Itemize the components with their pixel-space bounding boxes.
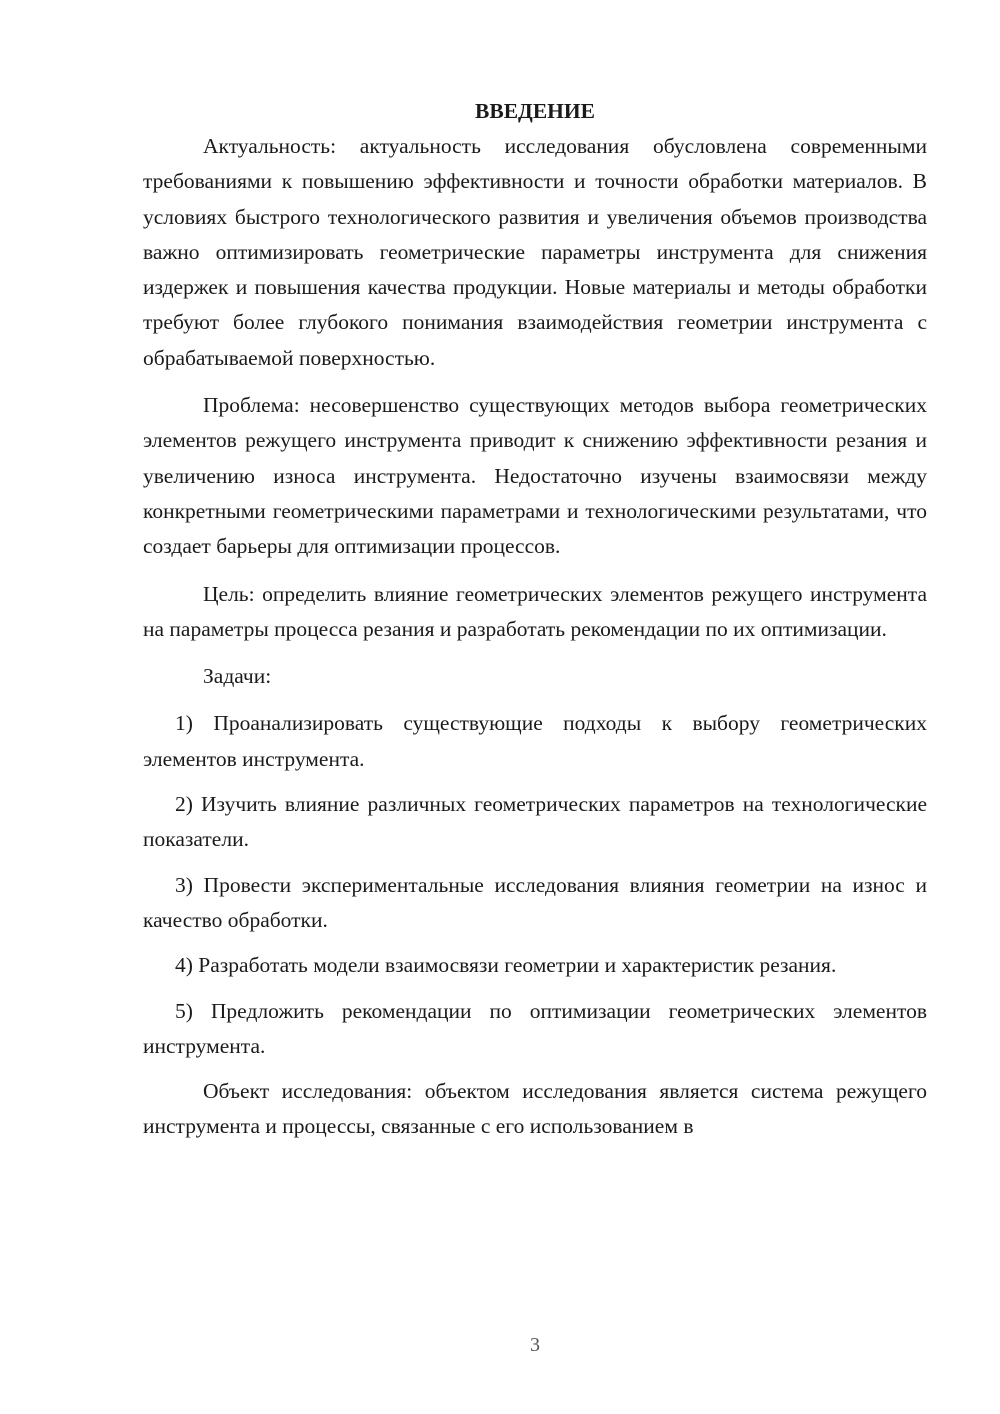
paragraph-problem: Проблема: несовершенство существующих методов выбора геометрических элементов режущего инструмента приводит к снижению эффективности резания и увеличению износа инструмента. Недостаточно изучены взаимосвязи между конкретными геометрическими параметрами и технологическими результатами, что создает барьеры для оптимизации процессов.: [143, 393, 927, 559]
task-item-4: 4) Разработать модели взаимосвязи геометрии и характеристик резания.: [175, 953, 837, 978]
paragraph-goal: Цель: определить влияние геометрических элементов режущего инструмента на параметры процесса резания и разработать рекомендации по их оптимизации.: [143, 581, 927, 641]
task-item-1: 1) Проанализировать существующие подходы к выбору геометрических элементов инструмента.: [143, 711, 927, 771]
paragraph-object: Объект исследования: объектом исследования является система режущего инструмента и процессы, связанные с его использованием в: [143, 1079, 927, 1139]
page-number: 3: [530, 1334, 540, 1356]
page-content: [143, 94, 927, 1157]
paragraph-relevance: Актуальность: актуальность исследования обусловлена современными требованиями к повышению эффективности и точности обработки материалов. В условиях быстрого технологического развития и увеличения объемов производства важно оптимизировать геометрические параметры инструмента для снижения издержек и повышения качества продукции. Новые материалы и методы обработки требуют более глубокого понимания взаимодействия геометрии инструмента с обрабатываемой поверхностью.: [143, 134, 927, 370]
task-item-2: 2) Изучить влияние различных геометрических параметров на технологические показатели.: [143, 792, 927, 852]
task-item-3: 3) Провести экспериментальные исследования влияния геометрии на износ и качество обработки.: [143, 872, 927, 932]
page-title: ВВЕДЕНИЕ: [475, 99, 595, 123]
paragraph-tasks-heading: Задачи:: [203, 664, 272, 689]
task-item-5: 5) Предложить рекомендации по оптимизации геометрических элементов инструмента.: [143, 998, 927, 1058]
